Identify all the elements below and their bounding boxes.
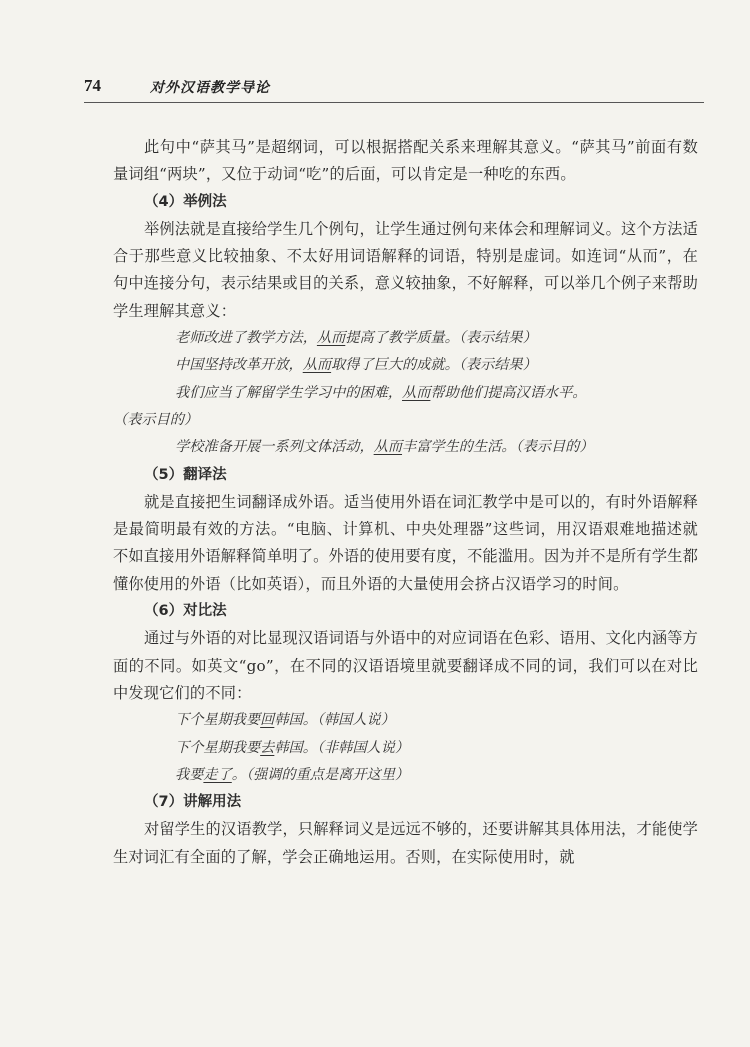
underlined-word: 从而 — [302, 357, 332, 374]
example-sentence: 下个星期我要回韩国。（韩国人说） — [175, 712, 395, 729]
underlined-word: 去 — [260, 739, 275, 756]
paragraph-translation-method: 就是直接把生词翻译成外语。适当使用外语在词汇教学中是可以的，有时外语解释是最简明最有效的方法。“电脑、计算机、中央处理器”这些词，用汉语艰难地描述就不如直接用外语解释简单明了。外语的使用要有度，不能滥用。因为并不是所有学生都懂你使用的外语（比如英语），而且外语的大量使用会挤占汉语学习的时间。 — [113, 492, 698, 593]
paragraph-example-method: 举例法就是直接给学生几个例句，让学生通过例句来体会和理解词义。这个方法适合于那些意义比较抽象、不太好用词语解释的词语，特别是虚词。如连词“从而”，在句中连接分句，表示结果或目的关系，意义较抽象，不好解释，可以举几个例子来帮助学生理解其意义： — [113, 219, 698, 320]
underlined-word: 走了 — [203, 766, 232, 783]
page-number: 74 — [84, 76, 101, 95]
underlined-word: 回 — [260, 712, 275, 729]
example-sentence: 老师改进了教学方法，从而提高了教学质量。（表示结果） — [175, 330, 537, 347]
page-header — [84, 74, 704, 103]
underlined-word: 从而 — [402, 384, 431, 401]
paragraph-contrast-method: 通过与外语的对比显现汉语词语与外语中的对应词语在色彩、语用、文化内涵等方面的不同。如英文“go”，在不同的汉语语境里就要翻译成不同的词，我们可以在对比中发现它们的不同： — [113, 629, 698, 702]
example-sentence-continuation: （表示目的） — [113, 411, 199, 428]
running-title: 对外汉语教学导论 — [150, 80, 270, 96]
example-sentence: 下个星期我要去韩国。（非韩国人说） — [175, 739, 410, 756]
heading-contrast-method: （6）对比法 — [144, 603, 227, 620]
underlined-word: 从而 — [316, 330, 346, 347]
paragraph-intro: 此句中“萨其马”是超纲词，可以根据搭配关系来理解其意义。“萨其马”前面有数量词组“两块”，又位于动词“吃”的后面，可以肯定是一种吃的东西。 — [113, 138, 698, 184]
example-sentence: 中国坚持改革开放，从而取得了巨大的成就。（表示结果） — [175, 357, 537, 374]
underlined-word: 从而 — [373, 439, 403, 456]
page-body — [113, 134, 698, 871]
paragraph-usage-explanation: 对留学生的汉语教学，只解释词义是远远不够的，还要讲解其具体用法，才能使学生对词汇有全面的了解，学会正确地运用。否则，在实际使用时，就 — [113, 820, 698, 866]
example-sentence: 我要走了。（强调的重点是离开这里） — [175, 766, 410, 783]
example-sentence: 我们应当了解留学生学习中的困难，从而帮助他们提高汉语水平。 — [175, 384, 587, 401]
heading-usage-explanation: （7）讲解用法 — [144, 794, 242, 811]
heading-translation-method: （5）翻译法 — [144, 466, 227, 483]
example-sentence: 学校准备开展一系列文体活动，从而丰富学生的生活。（表示目的） — [175, 439, 594, 456]
heading-example-method: （4）举例法 — [144, 193, 227, 210]
